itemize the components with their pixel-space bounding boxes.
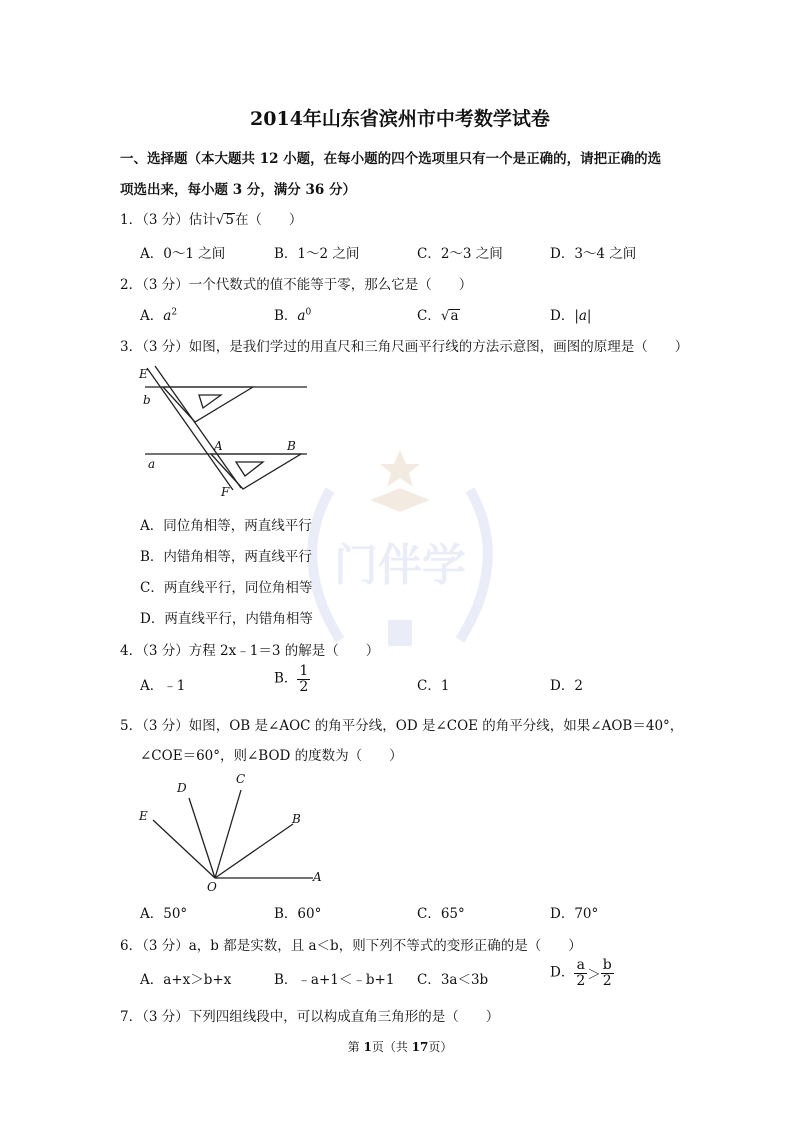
- question-stem: 方程 2x﹣1＝3 的解是（ ）: [188, 643, 380, 659]
- question-number: 4．: [120, 643, 143, 659]
- question-stem: 下列四组线段中，可以构成直角三角形的是（ ）: [188, 1009, 500, 1025]
- label-b: B: [292, 812, 301, 826]
- label-o: O: [207, 880, 217, 893]
- question-5-line2: ∠COE＝60°，则∠BOD 的度数为（ ）: [140, 748, 403, 764]
- sqrt-radicand: 5: [225, 212, 234, 228]
- label-b: b: [143, 393, 151, 407]
- q5-option-c[interactable]: C．65°: [417, 906, 465, 922]
- label-a-line: a: [148, 457, 156, 471]
- q4-option-d[interactable]: D．2: [550, 678, 583, 694]
- question-stem-pre: 估计: [188, 212, 216, 228]
- q1-option-b[interactable]: B．1～2 之间: [274, 246, 360, 262]
- ray-ob: [215, 824, 293, 878]
- q2-option-d[interactable]: D．|a|: [550, 308, 592, 324]
- q3-option-d[interactable]: D．两直线平行，内错角相等: [140, 611, 313, 627]
- q4-option-b[interactable]: B． $\frac{1}{2}$: [274, 663, 309, 695]
- q4-option-c[interactable]: C．1: [417, 678, 450, 694]
- question-score: （3 分）: [142, 339, 189, 355]
- set-square-lower: [211, 454, 301, 489]
- question-number: 1．: [120, 212, 143, 228]
- q6-option-b[interactable]: B．﹣a+1＜﹣b+1: [274, 972, 395, 988]
- page-footer: 第 1页（共 17页）: [347, 1040, 453, 1054]
- question-2: [120, 273, 472, 293]
- question-5-line1: [120, 714, 683, 734]
- q6-option-d[interactable]: D． $\frac{a}{2}$ ＞ $\frac{b}{2}$: [550, 957, 612, 989]
- question-number: 7．: [120, 1009, 143, 1025]
- question-stem: 如图，OB 是∠AOC 的角平分线，OD 是∠COE 的角平分线，如果∠AOB＝40°，: [188, 718, 684, 734]
- ruler-edge-1: [147, 368, 233, 490]
- q6-option-a[interactable]: A．a+x＞b+x: [140, 972, 232, 988]
- question-number: 6．: [120, 938, 143, 954]
- q2-option-a[interactable]: A．$a^2$: [140, 307, 178, 324]
- q3-parallel-lines-figure: [135, 362, 315, 502]
- page-title: 2014年山东省滨州市中考数学试卷: [250, 108, 550, 130]
- q1-option-a[interactable]: A．0～1 之间: [140, 246, 226, 262]
- question-score: （3 分）: [142, 1009, 189, 1025]
- question-6: [120, 934, 582, 954]
- question-score: （3 分）: [142, 643, 189, 659]
- label-a-point: A: [214, 439, 223, 453]
- total-pages: 17: [411, 1040, 429, 1054]
- question-score: （3 分）: [142, 212, 189, 228]
- q1-option-c[interactable]: C．2～3 之间: [417, 246, 503, 262]
- question-4: [120, 639, 379, 659]
- label-f: F: [221, 485, 230, 499]
- q5-option-d[interactable]: D．70°: [550, 906, 599, 922]
- ruler-edge-2: [155, 366, 241, 488]
- question-stem: 如图，是我们学过的用直尺和三角尺画平行线的方法示意图，画图的原理是（ ）: [188, 339, 689, 355]
- question-score: （3 分）: [142, 277, 189, 293]
- question-number: 2．: [120, 277, 143, 293]
- q5-option-a[interactable]: A．50°: [140, 906, 188, 922]
- ray-oc: [215, 790, 241, 878]
- question-score: （3 分）: [142, 718, 189, 734]
- q6-option-c[interactable]: C．3a＜3b: [417, 972, 489, 988]
- question-number: 5．: [120, 718, 143, 734]
- q3-option-a[interactable]: A．同位角相等，两直线平行: [140, 518, 312, 534]
- question-7: [120, 1005, 499, 1025]
- q2-option-b[interactable]: B．$a^0$: [274, 307, 312, 324]
- question-stem-post: 在（ ）: [234, 212, 303, 228]
- label-e: E: [139, 809, 148, 823]
- section-header-line2: 项选出来，每小题 3 分，满分 36 分）: [120, 182, 356, 198]
- question-3: [120, 335, 688, 355]
- question-score: （3 分）: [142, 938, 189, 954]
- q4-option-a[interactable]: A．﹣1: [140, 678, 186, 694]
- question-number: 3．: [120, 339, 143, 355]
- page-number: 1: [363, 1040, 372, 1054]
- question-stem: a，b 都是实数，且 a＜b，则下列不等式的变形正确的是（ ）: [188, 938, 582, 954]
- label-c: C: [236, 772, 246, 786]
- section-header-line1: 一、选择题（本大题共 12 小题，在每小题的四个选项里只有一个是正确的，请把正确的选: [120, 151, 662, 167]
- label-b-point: B: [287, 439, 296, 453]
- label-e: E: [139, 367, 148, 381]
- q3-option-c[interactable]: C．两直线平行，同位角相等: [140, 580, 313, 596]
- question-1: 1．（3 分）估计√5在（ ）: [120, 212, 303, 228]
- q5-option-b[interactable]: B．60°: [274, 906, 322, 922]
- q5-angle-bisector-figure: [135, 768, 335, 893]
- q1-option-d[interactable]: D．3～4 之间: [550, 246, 637, 262]
- fraction: $\frac{1}{2}$: [299, 663, 309, 695]
- question-stem: 一个代数式的值不能等于零，那么它是（ ）: [188, 277, 473, 293]
- label-a: A: [313, 870, 322, 884]
- q3-option-b[interactable]: B．内错角相等，两直线平行: [140, 549, 312, 565]
- watermark-text: 门伴学: [334, 540, 466, 591]
- q2-option-c[interactable]: C．√a: [417, 308, 459, 324]
- label-d: D: [177, 781, 187, 795]
